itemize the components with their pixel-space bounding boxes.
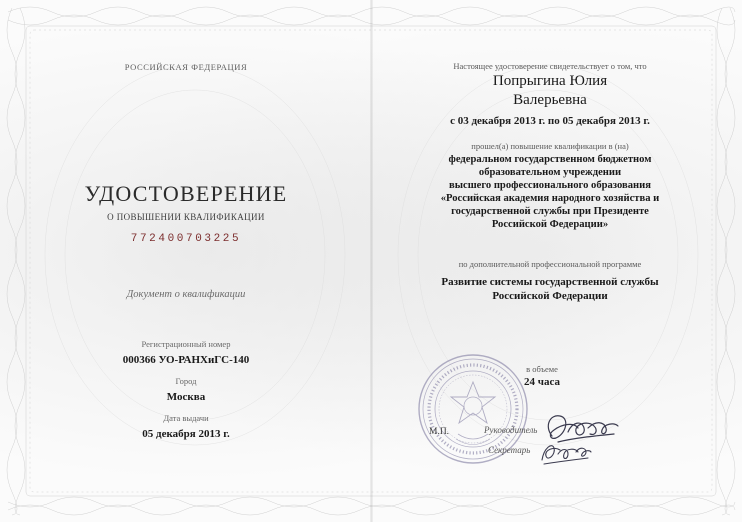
program-line: Российской Федерации <box>492 290 608 302</box>
institution-line: Российской Федерации» <box>491 219 609 230</box>
country-label: РОССИЙСКАЯ ФЕДЕРАЦИЯ <box>124 62 248 72</box>
passed-text: прошел(а) повышение квалификации в (на) <box>471 141 629 151</box>
institution-line: государственной службы при Президенте <box>451 206 649 217</box>
training-period: с 03 декабря 2013 г. по 05 декабря 2013 г. <box>450 115 650 127</box>
page-fold <box>370 0 373 522</box>
document-title: УДОСТОВЕРЕНИЕ <box>84 181 288 206</box>
secretary-label: Секретарь <box>488 445 531 455</box>
registration-label: Регистрационный номер <box>141 339 231 349</box>
institution-line: высшего профессионального образования <box>449 180 651 191</box>
registration-value: 000366 УО-РАНХиГС-140 <box>122 354 250 366</box>
stamp-place-label: М.П. <box>429 427 450 437</box>
institution-line: «Российская академия народного хозяйства и <box>440 193 660 204</box>
holder-name-line1: Попрыгина Юлия <box>492 73 608 89</box>
issue-date-label: Дата выдачи <box>163 413 209 423</box>
institution-line: федеральном государственном бюджетном <box>448 154 652 165</box>
volume-value: 24 часа <box>524 376 560 388</box>
holder-name-line2: Валерьевна <box>513 92 587 108</box>
program-label: по дополнительной профессиональной программе <box>458 259 642 269</box>
head-label: Руководитель <box>484 425 538 435</box>
secretary-signature <box>536 438 592 468</box>
institution-line: образовательном учреждении <box>478 167 622 178</box>
city-value: Москва <box>166 391 206 403</box>
issue-date-value: 05 декабря 2013 г. <box>142 428 230 440</box>
serial-number: 772400703225 <box>130 233 242 245</box>
certify-text: Настоящее удостоверение свидетельствует о том, что <box>453 61 647 71</box>
document-caption: Документ о квалификации <box>126 289 246 300</box>
document-subtitle: О ПОВЫШЕНИИ КВАЛИФИКАЦИИ <box>107 212 265 222</box>
city-label: Город <box>175 376 197 386</box>
volume-label: в объеме <box>526 364 558 374</box>
program-line: Развитие системы государственной службы <box>441 276 659 288</box>
